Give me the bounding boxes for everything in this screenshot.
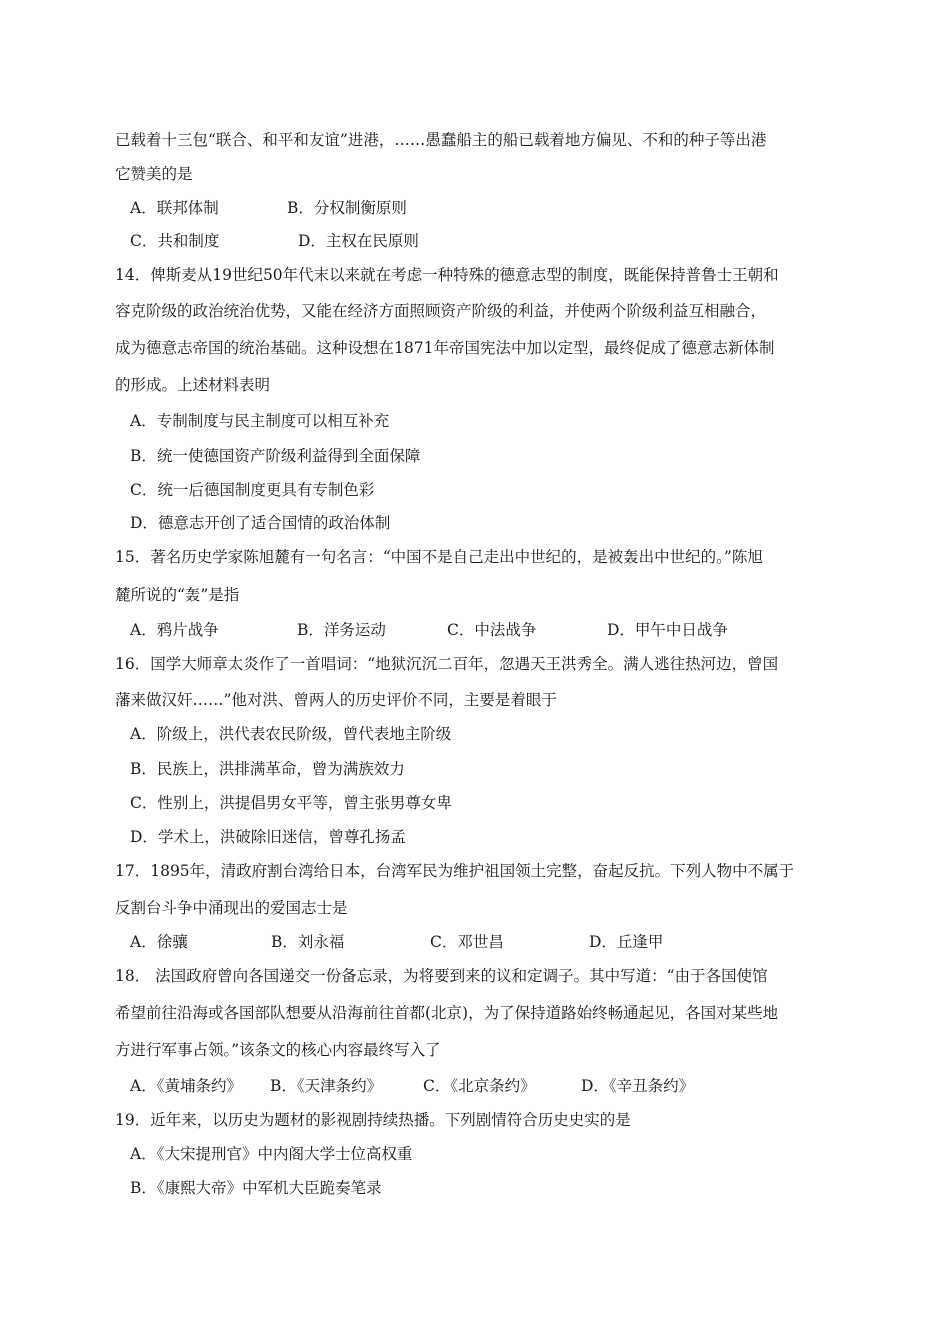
q15-stem-line-2: 麓所说的“轰”是指 <box>115 586 240 604</box>
q16-stem-line-1: 16．国学大师章太炎作了一首唱词：“地狱沉沉二百年，忽遇天王洪秀全。满人逃往热河边，曾国 <box>115 655 779 673</box>
q18-option-c: C．《北京条约》 <box>423 1077 536 1095</box>
q13-option-a: A．联邦体制 <box>130 199 219 217</box>
q14-stem-line-4: 的形成。上述材料表明 <box>115 376 271 394</box>
q17-option-d: D．丘逢甲 <box>589 933 664 951</box>
q14-option-a: A．专制制度与民主制度可以相互补充 <box>130 412 390 430</box>
q17-stem-line-1: 17．1895年，清政府割台湾给日本，台湾军民为维护祖国领土完整，奋起反抗。下列人物中不属于 <box>115 862 795 880</box>
q19-option-b: B．《康熙大帝》中军机大臣跪奏笔录 <box>130 1179 382 1197</box>
q18-stem-line-2: 希望前往沿海或各国部队想要从沿海前往首都(北京)，为了保持道路始终畅通起见，各国对某些地 <box>115 1004 779 1022</box>
q17-option-a: A．徐骧 <box>130 933 188 951</box>
q18-option-d: D．《辛丑条约》 <box>581 1077 695 1095</box>
q14-stem-line-2: 容克阶级的政治统治优势，又能在经济方面照顾资产阶级的利益，并使两个阶级利益互相融合， <box>115 302 767 320</box>
q16-option-d: D．学术上，洪破除旧迷信，曾尊孔扬孟 <box>130 828 406 846</box>
q14-stem-line-1: 14．俾斯麦从19世纪50年代末以来就在考虑一种特殊的德意志型的制度，既能保持普鲁士王朝和 <box>115 266 779 284</box>
q13-option-c: C．共和制度 <box>130 232 220 250</box>
q16-option-c: C．性别上，洪提倡男女平等，曾主张男尊女卑 <box>130 794 452 812</box>
q17-option-c: C．邓世昌 <box>430 933 504 951</box>
q18-stem-line-1: 18． 法国政府曾向各国递交一份备忘录，为将要到来的议和定调子。其中写道：“由于各国使馆 <box>115 967 768 985</box>
q13-option-d: D．主权在民原则 <box>298 232 419 250</box>
q18-stem-line-3: 方进行军事占领。”该条文的核心内容最终写入了 <box>115 1041 441 1059</box>
q17-stem-line-2: 反割台斗争中涌现出的爱国志士是 <box>115 899 348 917</box>
q16-stem-line-2: 藩来做汉奸……”他对洪、曾两人的历史评价不同，主要是着眼于 <box>115 691 557 709</box>
q16-option-b: B．民族上，洪排满革命，曾为满族效力 <box>130 760 405 778</box>
q15-option-b: B．洋务运动 <box>297 621 386 639</box>
q13-stem-line-2: 它赞美的是 <box>115 165 193 183</box>
q19-option-a: A．《大宋提刑官》中内阁大学士位高权重 <box>130 1145 413 1163</box>
q18-option-a: A．《黄埔条约》 <box>130 1077 242 1095</box>
q19-stem-line-1: 19．近年来，以历史为题材的影视剧持续热播。下列剧情符合历史史实的是 <box>115 1111 631 1129</box>
q15-option-d: D．甲午中日战争 <box>607 621 728 639</box>
q17-option-b: B．刘永福 <box>271 933 345 951</box>
q14-option-c: C．统一后德国制度更具有专制色彩 <box>130 481 375 499</box>
q14-option-d: D．德意志开创了适合国情的政治体制 <box>130 514 391 532</box>
q15-stem-line-1: 15．著名历史学家陈旭麓有一句名言：“中国不是自己走出中世纪的，是被轰出中世纪的。”陈旭 <box>115 548 763 566</box>
q13-option-b: B．分权制衡原则 <box>287 199 407 217</box>
q14-stem-line-3: 成为德意志帝国的统治基础。这种设想在1871年帝国宪法中加以定型，最终促成了德意志新体制 <box>115 339 775 357</box>
q15-option-a: A．鸦片战争 <box>130 621 219 639</box>
q13-stem-line-1: 已载着十三包“联合、和平和友谊”进港，……愚蠢船主的船已载着地方偏见、不和的种子等出港 <box>115 131 767 149</box>
q14-option-b: B．统一使德国资产阶级利益得到全面保障 <box>130 447 421 465</box>
q18-option-b: B．《天津条约》 <box>270 1077 383 1095</box>
q16-option-a: A．阶级上，洪代表农民阶级，曾代表地主阶级 <box>130 725 452 743</box>
q15-option-c: C．中法战争 <box>447 621 537 639</box>
